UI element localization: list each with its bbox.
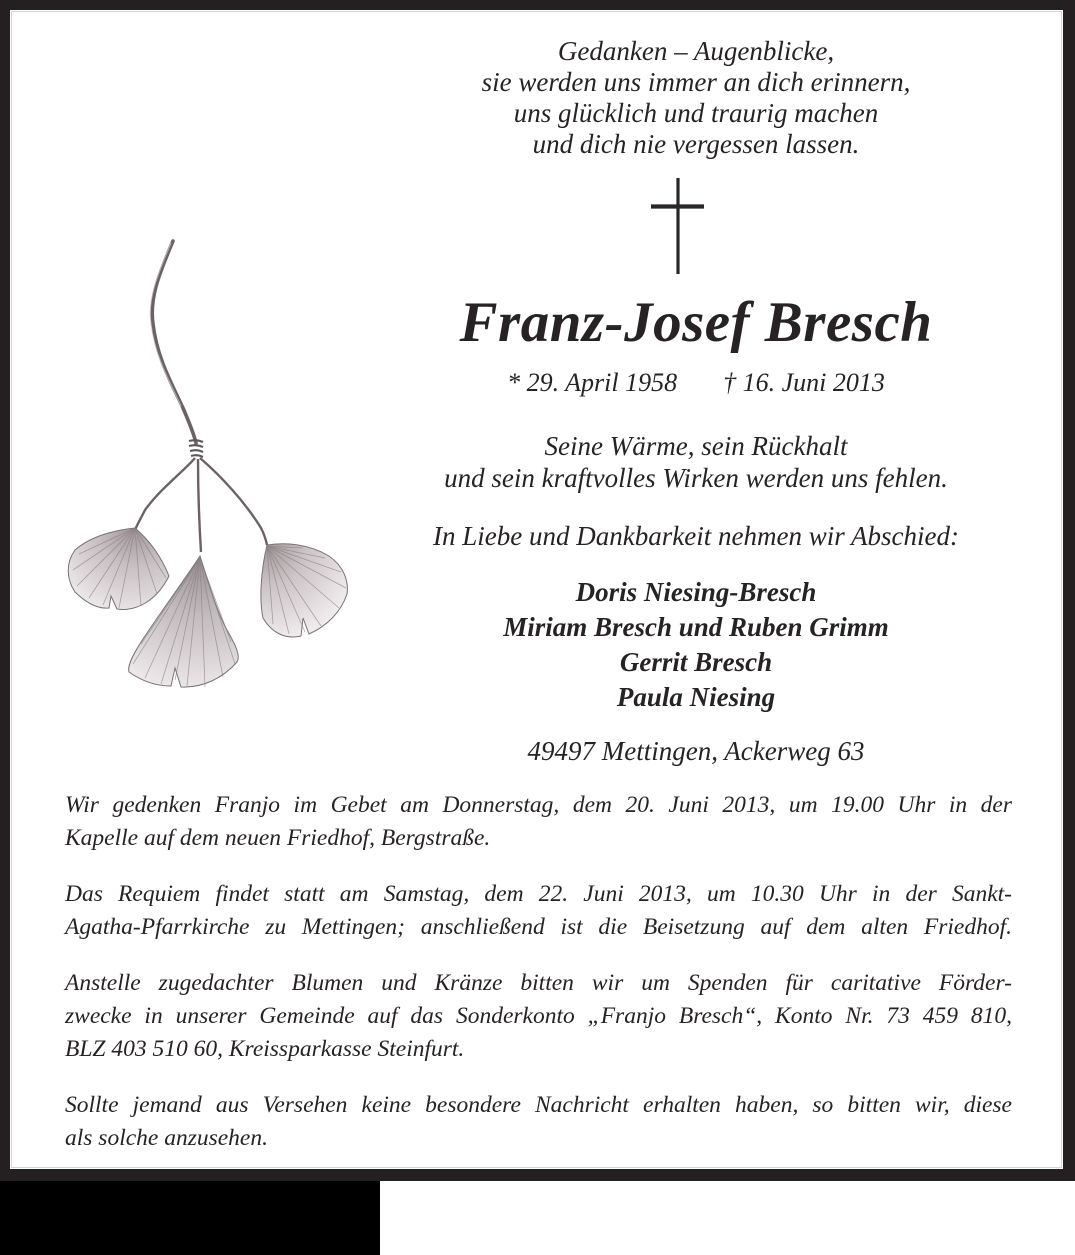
notice-line: als solche anzusehen. bbox=[65, 1125, 268, 1151]
frame-top bbox=[0, 0, 1075, 10]
verse-line: und dich nie vergessen lassen. bbox=[532, 129, 860, 159]
notice-line: BLZ 403 510 60, Kreissparkasse Steinfurt. bbox=[65, 1036, 465, 1062]
verse-line: uns glücklich und traurig machen bbox=[513, 98, 879, 128]
notice-line: Wir gedenken Franjo im Gebet am Donnerstag, dem 20. Juni 2013, um 19.00 Uhr in der bbox=[65, 792, 1012, 818]
mourner-name: Miriam Bresch und Ruben Grimm bbox=[503, 612, 889, 642]
mourner-name: Paula Niesing bbox=[616, 682, 776, 712]
notice-paragraphs bbox=[65, 789, 1012, 1178]
memorial-verse bbox=[380, 36, 1012, 160]
ginkgo-illustration bbox=[45, 228, 395, 720]
deceased-name: Franz-Josef Bresch bbox=[459, 291, 933, 354]
verse-line: Gedanken – Augenblicke, bbox=[557, 36, 835, 66]
frame-right bbox=[1063, 0, 1075, 1181]
farewell-intro: In Liebe und Dankbarkeit nehmen wir Abschied: bbox=[433, 521, 959, 551]
family-address: 49497 Mettingen, Ackerweg 63 bbox=[527, 736, 865, 766]
death-date: † 16. Juni 2013 bbox=[723, 368, 885, 397]
requiem-notice bbox=[65, 878, 1012, 944]
notice-line: Das Requiem findet statt am Samstag, dem 22. Juni 2013, um 10.30 Uhr in der Sankt- bbox=[65, 881, 1012, 907]
redaction-block bbox=[0, 1181, 380, 1255]
notification-notice bbox=[65, 1089, 1012, 1155]
verse-line: sie werden uns immer an dich erinnern, bbox=[481, 67, 911, 97]
birth-date: * 29. April 1958 bbox=[507, 368, 678, 397]
notice-line: Agatha-Pfarrkirche zu Mettingen; anschließend ist die Beisetzung auf dem alten Friedhof. bbox=[65, 914, 1012, 940]
tribute-line: Seine Wärme, sein Rückhalt bbox=[544, 431, 848, 461]
cross-icon bbox=[648, 176, 706, 276]
mourners-list bbox=[380, 575, 1012, 715]
frame-left bbox=[0, 0, 10, 1181]
life-dates bbox=[380, 368, 1012, 398]
mourner-name: Gerrit Bresch bbox=[619, 647, 773, 677]
notice-line: Kapelle auf dem neuen Friedhof, Bergstraße. bbox=[65, 825, 491, 851]
notice-line: Sollte jemand aus Versehen keine besondere Nachricht erhalten haben, so bitten wir, diese bbox=[65, 1092, 1012, 1118]
notice-line: Anstelle zugedachter Blumen und Kränze bitten wir um Spenden für caritative Förder- bbox=[65, 970, 1012, 996]
donations-notice bbox=[65, 967, 1012, 1066]
prayer-notice bbox=[65, 789, 1012, 855]
mourner-name: Doris Niesing-Bresch bbox=[575, 577, 817, 607]
tribute-text bbox=[380, 430, 1012, 494]
notice-line: zwecke in unserer Gemeinde auf das Sonderkonto „Franjo Bresch“, Konto Nr. 73 459 810, bbox=[65, 1003, 1012, 1029]
tribute-line: und sein kraftvolles Wirken werden uns fehlen. bbox=[444, 463, 948, 493]
